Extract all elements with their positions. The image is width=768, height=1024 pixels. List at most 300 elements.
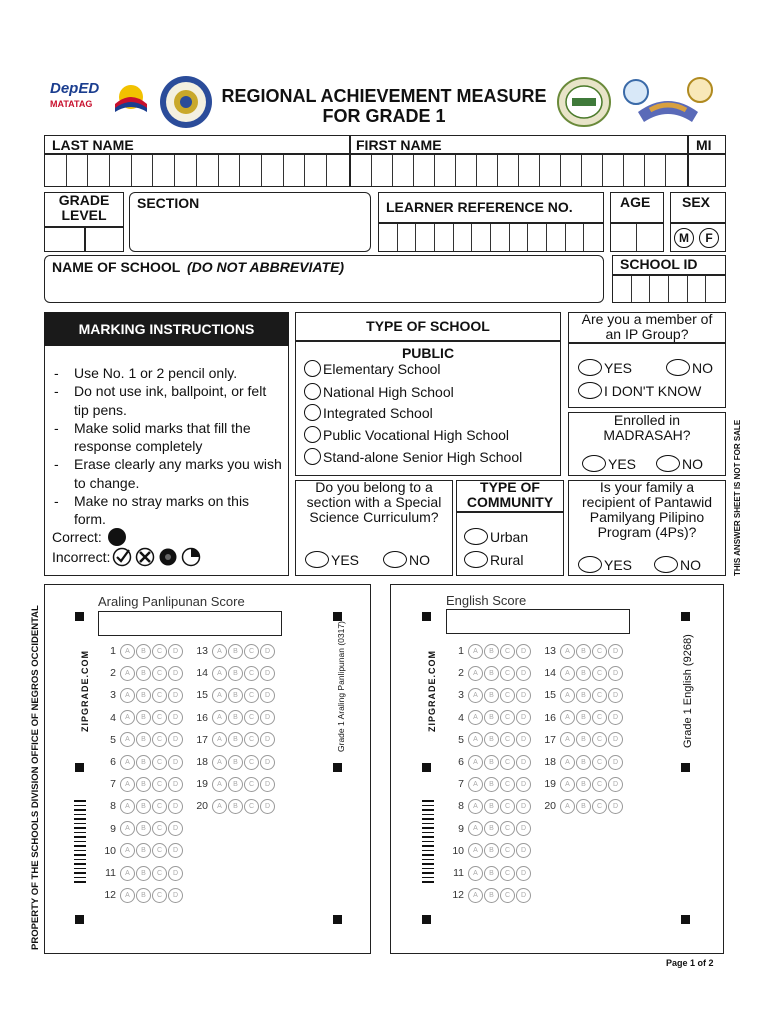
ip-no-option[interactable]: NO xyxy=(666,359,713,376)
answer-bubble-c[interactable]: C xyxy=(244,644,259,659)
school-option-shs[interactable]: Stand-alone Senior High School xyxy=(304,448,522,465)
answer-bubble-a[interactable]: A xyxy=(468,644,483,659)
deped-logo xyxy=(50,80,102,124)
answer-bubble-a[interactable]: A xyxy=(560,732,575,747)
answer-bubble-b[interactable]: B xyxy=(484,777,499,792)
question-number: 12 xyxy=(452,889,464,902)
araling-score-input[interactable] xyxy=(98,611,282,636)
answer-bubble-b[interactable]: B xyxy=(228,666,243,681)
answer-row xyxy=(448,821,532,837)
marking-item: Use No. 1 or 2 pencil only. xyxy=(74,365,238,381)
answer-bubble-d[interactable]: D xyxy=(168,666,183,681)
answer-bubble-d[interactable]: D xyxy=(516,843,531,858)
last-name-label: LAST NAME xyxy=(52,137,134,153)
property-notice: PROPERTY OF THE SCHOOLS DIVISION OFFICE OF NEGROS OCCIDENTAL xyxy=(30,605,41,950)
question-number: 10 xyxy=(104,844,116,857)
answer-bubble-c[interactable]: C xyxy=(500,710,515,725)
answer-bubble-c[interactable]: C xyxy=(152,821,167,836)
answer-bubble-a[interactable]: A xyxy=(468,888,483,903)
answer-row xyxy=(448,843,532,859)
madrasah-yes-option[interactable]: YES xyxy=(582,455,636,472)
answer-bubble-c[interactable]: C xyxy=(500,799,515,814)
correct-example xyxy=(52,528,126,546)
page-number: Page 1 of 2 xyxy=(666,958,714,968)
answer-bubble-c[interactable]: C xyxy=(500,755,515,770)
filled-bubble-icon xyxy=(108,528,126,546)
ip-yes-option[interactable]: YES xyxy=(578,359,632,376)
answer-bubble-b[interactable]: B xyxy=(576,710,591,725)
answer-bubble-d[interactable]: D xyxy=(516,777,531,792)
answer-row xyxy=(192,798,276,814)
answer-bubble-d[interactable]: D xyxy=(168,888,183,903)
last-name-input[interactable] xyxy=(45,155,349,186)
answer-bubble-c[interactable]: C xyxy=(244,799,259,814)
question-number: 19 xyxy=(544,778,556,791)
question-number: 1 xyxy=(110,645,116,657)
answer-bubble-b[interactable]: B xyxy=(136,732,151,747)
question-number: 1 xyxy=(458,645,464,657)
question-number: 20 xyxy=(196,800,208,813)
fourps-yes-option[interactable]: YES xyxy=(578,556,632,573)
answer-bubble-c[interactable]: C xyxy=(500,777,515,792)
question-number: 9 xyxy=(458,822,464,835)
answer-bubble-c[interactable]: C xyxy=(152,755,167,770)
question-number: 8 xyxy=(458,800,464,813)
answer-bubble-a[interactable]: A xyxy=(212,777,227,792)
question-number: 12 xyxy=(104,889,116,902)
answer-bubble-d[interactable]: D xyxy=(168,732,183,747)
answer-bubble-c[interactable]: C xyxy=(244,732,259,747)
answer-bubble-b[interactable]: B xyxy=(136,755,151,770)
answer-bubble-c[interactable]: C xyxy=(152,799,167,814)
answer-bubble-a[interactable]: A xyxy=(468,732,483,747)
answer-bubble-d[interactable]: D xyxy=(168,644,183,659)
answer-bubble-b[interactable]: B xyxy=(484,666,499,681)
answer-bubble-c[interactable]: C xyxy=(244,755,259,770)
answer-row xyxy=(100,687,184,703)
answer-bubble-d[interactable]: D xyxy=(168,843,183,858)
answer-bubble-a[interactable]: A xyxy=(120,732,135,747)
page-subtitle: FOR GRADE 1 xyxy=(322,106,446,126)
answer-bubble-b[interactable]: B xyxy=(576,666,591,681)
public-label: PUBLIC xyxy=(401,345,455,361)
answer-bubble-d[interactable]: D xyxy=(516,710,531,725)
answer-bubble-c[interactable]: C xyxy=(592,688,607,703)
answer-bubble-b[interactable]: B xyxy=(136,666,151,681)
sex-f-bubble[interactable]: F xyxy=(699,228,719,248)
answer-bubble-a[interactable]: A xyxy=(560,688,575,703)
answer-bubble-b[interactable]: B xyxy=(484,888,499,903)
answer-bubble-d[interactable]: D xyxy=(260,666,275,681)
answer-bubble-a[interactable]: A xyxy=(468,710,483,725)
answer-bubble-d[interactable]: D xyxy=(608,666,623,681)
answer-row xyxy=(100,843,184,859)
answer-bubble-c[interactable]: C xyxy=(152,710,167,725)
question-number: 4 xyxy=(458,711,464,724)
answer-bubble-a[interactable]: A xyxy=(560,755,575,770)
answer-row xyxy=(540,754,624,770)
answer-row xyxy=(540,710,624,726)
community-rural-option[interactable]: Rural xyxy=(464,551,523,568)
answer-bubble-d[interactable]: D xyxy=(516,644,531,659)
answer-row xyxy=(100,776,184,792)
answer-bubble-c[interactable]: C xyxy=(152,866,167,881)
answer-bubble-b[interactable]: B xyxy=(228,755,243,770)
answer-bubble-c[interactable]: C xyxy=(592,755,607,770)
question-number: 16 xyxy=(544,711,556,724)
answer-row xyxy=(192,776,276,792)
answer-bubble-d[interactable]: D xyxy=(168,866,183,881)
lrn-label: LEARNER REFERENCE NO. xyxy=(386,199,573,215)
question-number: 19 xyxy=(196,778,208,791)
marking-item: Erase clearly any marks you wish to change. xyxy=(74,456,282,491)
answer-bubble-b[interactable]: B xyxy=(484,688,499,703)
answer-bubble-d[interactable]: D xyxy=(516,755,531,770)
madrasah-no-option[interactable]: NO xyxy=(656,455,703,472)
answer-bubble-d[interactable]: D xyxy=(168,821,183,836)
answer-bubble-a[interactable]: A xyxy=(468,688,483,703)
answer-bubble-b[interactable]: B xyxy=(228,644,243,659)
question-number: 5 xyxy=(110,733,116,746)
answer-bubble-b[interactable]: B xyxy=(228,799,243,814)
question-number: 17 xyxy=(544,733,556,746)
answer-bubble-a[interactable]: A xyxy=(212,755,227,770)
answer-bubble-c[interactable]: C xyxy=(152,666,167,681)
age-input[interactable] xyxy=(611,224,663,251)
answer-bubble-d[interactable]: D xyxy=(168,710,183,725)
question-number: 13 xyxy=(544,645,556,657)
answer-bubble-c[interactable]: C xyxy=(244,777,259,792)
answer-bubble-d[interactable]: D xyxy=(516,866,531,881)
question-number: 6 xyxy=(458,756,464,768)
answer-bubble-d[interactable]: D xyxy=(608,688,623,703)
answer-bubble-d[interactable]: D xyxy=(516,666,531,681)
answer-bubble-a[interactable]: A xyxy=(468,866,483,881)
answer-bubble-a[interactable]: A xyxy=(468,821,483,836)
marking-title: MARKING INSTRUCTIONS xyxy=(44,312,289,346)
answer-bubble-a[interactable]: A xyxy=(468,777,483,792)
question-number: 18 xyxy=(196,756,208,768)
answer-bubble-a[interactable]: A xyxy=(120,777,135,792)
answer-bubble-b[interactable]: B xyxy=(576,755,591,770)
answer-bubble-b[interactable]: B xyxy=(484,755,499,770)
sex-m-bubble[interactable]: M xyxy=(674,228,694,248)
school-option-national-hs[interactable]: National High School xyxy=(304,383,454,400)
question-number: 7 xyxy=(110,778,116,791)
question-number: 8 xyxy=(110,800,116,813)
deped-logo-text: DepED xyxy=(50,80,100,97)
answer-bubble-a[interactable]: A xyxy=(120,888,135,903)
question-number: 15 xyxy=(196,689,208,702)
answer-bubble-c[interactable]: C xyxy=(500,688,515,703)
first-name-label: FIRST NAME xyxy=(356,137,442,153)
answer-bubble-d[interactable]: D xyxy=(168,755,183,770)
answer-bubble-b[interactable]: B xyxy=(484,799,499,814)
question-number: 16 xyxy=(196,711,208,724)
section-label: SECTION xyxy=(137,195,200,211)
english-answer-grid xyxy=(448,643,668,903)
answer-bubble-a[interactable]: A xyxy=(468,843,483,858)
answer-bubble-a[interactable]: A xyxy=(212,644,227,659)
answer-bubble-d[interactable]: D xyxy=(260,644,275,659)
answer-bubble-b[interactable]: B xyxy=(136,777,151,792)
question-number: 14 xyxy=(196,667,208,680)
answer-row xyxy=(100,798,184,814)
answer-bubble-a[interactable]: A xyxy=(212,710,227,725)
answer-bubble-a[interactable]: A xyxy=(120,866,135,881)
answer-bubble-c[interactable]: C xyxy=(152,777,167,792)
answer-bubble-a[interactable]: A xyxy=(468,755,483,770)
answer-bubble-d[interactable]: D xyxy=(260,777,275,792)
answer-bubble-c[interactable]: C xyxy=(244,688,259,703)
correct-label: Correct: xyxy=(52,529,102,545)
answer-bubble-b[interactable]: B xyxy=(576,732,591,747)
answer-bubble-a[interactable]: A xyxy=(120,799,135,814)
answer-bubble-a[interactable]: A xyxy=(120,755,135,770)
question-number: 13 xyxy=(196,645,208,657)
mi-label: MI xyxy=(696,137,712,153)
radio-bubble-icon xyxy=(654,556,678,573)
question-number: 15 xyxy=(544,689,556,702)
science-yes-option[interactable]: YES xyxy=(305,551,359,568)
araling-sheet-label: Grade 1 Araling Panlipunan (0317) xyxy=(336,621,346,752)
answer-bubble-c[interactable]: C xyxy=(152,644,167,659)
answer-row xyxy=(192,754,276,770)
answer-bubble-a[interactable]: A xyxy=(212,688,227,703)
answer-bubble-d[interactable]: D xyxy=(516,732,531,747)
answer-bubble-d[interactable]: D xyxy=(608,732,623,747)
answer-bubble-b[interactable]: B xyxy=(136,843,151,858)
incorrect-example xyxy=(52,547,206,567)
answer-bubble-a[interactable]: A xyxy=(212,666,227,681)
sex-label: SEX xyxy=(682,194,711,210)
answer-bubble-b[interactable]: B xyxy=(484,821,499,836)
answer-bubble-c[interactable]: C xyxy=(152,688,167,703)
answer-bubble-c[interactable]: C xyxy=(500,732,515,747)
answer-bubble-d[interactable]: D xyxy=(168,688,183,703)
answer-bubble-b[interactable]: B xyxy=(484,843,499,858)
question-number: 9 xyxy=(110,822,116,835)
answer-bubble-d[interactable]: D xyxy=(260,799,275,814)
answer-bubble-b[interactable]: B xyxy=(228,688,243,703)
question-number: 6 xyxy=(110,756,116,768)
answer-bubble-c[interactable]: C xyxy=(592,710,607,725)
answer-bubble-c[interactable]: C xyxy=(500,644,515,659)
title-block xyxy=(216,86,552,126)
radio-bubble-icon xyxy=(578,359,602,376)
answer-bubble-b[interactable]: B xyxy=(136,799,151,814)
answer-bubble-c[interactable]: C xyxy=(500,866,515,881)
answer-bubble-d[interactable]: D xyxy=(168,799,183,814)
division-seal-icon xyxy=(556,76,612,128)
answer-bubble-b[interactable]: B xyxy=(136,710,151,725)
answer-row xyxy=(448,754,532,770)
answer-bubble-a[interactable]: A xyxy=(468,666,483,681)
answer-bubble-b[interactable]: B xyxy=(484,866,499,881)
question-number: 14 xyxy=(544,667,556,680)
community-urban-option[interactable]: Urban xyxy=(464,528,528,545)
answer-bubble-d[interactable]: D xyxy=(516,688,531,703)
science-no-option[interactable]: NO xyxy=(383,551,430,568)
radio-bubble-icon xyxy=(304,383,321,400)
answer-bubble-d[interactable]: D xyxy=(260,732,275,747)
special-science-question: Do you belong to a section with a Special Science Curriculum? xyxy=(306,479,442,525)
answer-bubble-d[interactable]: D xyxy=(260,688,275,703)
school-name-label: NAME OF SCHOOL xyxy=(52,259,181,275)
answer-bubble-b[interactable]: B xyxy=(136,644,151,659)
answer-bubble-a[interactable]: A xyxy=(212,732,227,747)
answer-bubble-c[interactable]: C xyxy=(500,666,515,681)
bagong-pilipinas-logo xyxy=(110,82,152,116)
answer-bubble-a[interactable]: A xyxy=(560,710,575,725)
answer-bubble-a[interactable]: A xyxy=(212,799,227,814)
fourps-no-option[interactable]: NO xyxy=(654,556,701,573)
answer-bubble-a[interactable]: A xyxy=(120,821,135,836)
english-brand: ZIPGRADE.COM xyxy=(427,649,437,732)
english-score-label: English Score xyxy=(446,593,527,608)
answer-bubble-d[interactable]: D xyxy=(168,777,183,792)
answer-bubble-d[interactable]: D xyxy=(608,777,623,792)
answer-bubble-d[interactable]: D xyxy=(516,821,531,836)
answer-row xyxy=(448,776,532,792)
answer-row xyxy=(100,887,184,903)
answer-bubble-a[interactable]: A xyxy=(560,799,575,814)
marking-item: Do not use ink, ballpoint, or felt tip pens. xyxy=(74,383,267,418)
answer-bubble-a[interactable]: A xyxy=(120,644,135,659)
community-title: TYPE OF COMMUNITY xyxy=(466,479,554,510)
school-name-note: (DO NOT ABBREVIATE) xyxy=(186,259,345,275)
ip-dont-know-option[interactable]: I DON'T KNOW xyxy=(578,382,701,399)
answer-bubble-c[interactable]: C xyxy=(500,821,515,836)
grade-level-input[interactable] xyxy=(45,228,123,251)
radio-bubble-icon xyxy=(304,360,321,377)
answer-bubble-c[interactable]: C xyxy=(592,666,607,681)
radio-bubble-icon xyxy=(304,448,321,465)
radio-bubble-icon xyxy=(464,528,488,545)
grade-level-label: GRADE LEVEL xyxy=(58,192,110,223)
answer-bubble-d[interactable]: D xyxy=(516,888,531,903)
answer-bubble-b[interactable]: B xyxy=(136,688,151,703)
answer-bubble-b[interactable]: B xyxy=(576,777,591,792)
araling-answer-grid xyxy=(100,643,320,903)
question-number: 7 xyxy=(458,778,464,791)
radio-bubble-icon xyxy=(305,551,329,568)
school-option-integrated[interactable]: Integrated School xyxy=(304,404,433,421)
answer-bubble-a[interactable]: A xyxy=(120,843,135,858)
answer-row xyxy=(540,643,624,659)
answer-bubble-b[interactable]: B xyxy=(484,644,499,659)
answer-bubble-b[interactable]: B xyxy=(228,710,243,725)
partnership-logo-icon xyxy=(616,72,720,130)
answer-bubble-d[interactable]: D xyxy=(608,755,623,770)
answer-bubble-d[interactable]: D xyxy=(608,644,623,659)
answer-bubble-a[interactable]: A xyxy=(120,688,135,703)
answer-row xyxy=(448,732,532,748)
answer-bubble-d[interactable]: D xyxy=(608,710,623,725)
answer-bubble-d[interactable]: D xyxy=(516,799,531,814)
radio-bubble-icon xyxy=(383,551,407,568)
answer-bubble-b[interactable]: B xyxy=(228,732,243,747)
answer-row xyxy=(192,643,276,659)
answer-bubble-d[interactable]: D xyxy=(260,710,275,725)
radio-bubble-icon xyxy=(666,359,690,376)
lrn-input[interactable] xyxy=(379,224,603,251)
answer-bubble-c[interactable]: C xyxy=(592,777,607,792)
answer-row xyxy=(448,665,532,681)
type-of-school-title: TYPE OF SCHOOL xyxy=(366,318,490,334)
answer-bubble-c[interactable]: C xyxy=(244,710,259,725)
radio-bubble-icon xyxy=(582,455,606,472)
answer-bubble-b[interactable]: B xyxy=(576,799,591,814)
answer-bubble-c[interactable]: C xyxy=(592,644,607,659)
school-id-input[interactable] xyxy=(613,276,725,302)
answer-bubble-c[interactable]: C xyxy=(244,666,259,681)
answer-bubble-c[interactable]: C xyxy=(500,888,515,903)
answer-bubble-a[interactable]: A xyxy=(560,644,575,659)
english-score-input[interactable] xyxy=(446,609,630,634)
radio-bubble-icon xyxy=(656,455,680,472)
answer-bubble-b[interactable]: B xyxy=(136,866,151,881)
answer-row xyxy=(192,732,276,748)
answer-bubble-c[interactable]: C xyxy=(152,843,167,858)
school-option-elementary[interactable]: Elementary School xyxy=(304,360,441,377)
fourps-question: Is your family a recipient of Pantawid Pamilyang Pilipino Program (4Ps)? xyxy=(582,479,712,540)
answer-row xyxy=(448,798,532,814)
not-for-sale-notice: THIS ANSWER SHEET IS NOT FOR SALE xyxy=(733,419,742,576)
first-name-input[interactable] xyxy=(351,155,687,186)
answer-row xyxy=(448,643,532,659)
answer-bubble-d[interactable]: D xyxy=(608,799,623,814)
answer-row xyxy=(540,776,624,792)
ip-group-question: Are you a member of an IP Group? xyxy=(581,311,713,342)
answer-bubble-b[interactable]: B xyxy=(228,777,243,792)
answer-bubble-a[interactable]: A xyxy=(120,666,135,681)
answer-row xyxy=(100,821,184,837)
matatag-text: MATATAG xyxy=(50,99,93,109)
answer-bubble-c[interactable]: C xyxy=(152,732,167,747)
answer-bubble-c[interactable]: C xyxy=(592,732,607,747)
answer-bubble-a[interactable]: A xyxy=(560,666,575,681)
araling-brand: ZIPGRADE.COM xyxy=(80,649,90,732)
answer-bubble-c[interactable]: C xyxy=(592,799,607,814)
answer-bubble-c[interactable]: C xyxy=(152,888,167,903)
araling-barcode xyxy=(74,800,86,884)
answer-bubble-d[interactable]: D xyxy=(260,755,275,770)
radio-bubble-icon xyxy=(578,382,602,399)
mi-input[interactable] xyxy=(689,155,725,186)
answer-bubble-b[interactable]: B xyxy=(576,644,591,659)
incorrect-marks-icon xyxy=(112,547,206,567)
answer-bubble-b[interactable]: B xyxy=(136,888,151,903)
question-number: 10 xyxy=(452,844,464,857)
answer-bubble-c[interactable]: C xyxy=(500,843,515,858)
question-number: 18 xyxy=(544,756,556,768)
question-number: 5 xyxy=(458,733,464,746)
answer-bubble-b[interactable]: B xyxy=(484,732,499,747)
answer-bubble-a[interactable]: A xyxy=(120,710,135,725)
answer-row xyxy=(192,687,276,703)
answer-row xyxy=(540,732,624,748)
answer-bubble-a[interactable]: A xyxy=(560,777,575,792)
answer-bubble-a[interactable]: A xyxy=(468,799,483,814)
answer-bubble-b[interactable]: B xyxy=(576,688,591,703)
answer-row xyxy=(192,665,276,681)
school-option-vocational[interactable]: Public Vocational High School xyxy=(304,426,509,443)
answer-bubble-b[interactable]: B xyxy=(136,821,151,836)
answer-row xyxy=(100,710,184,726)
answer-bubble-b[interactable]: B xyxy=(484,710,499,725)
deped-seal-icon xyxy=(158,74,214,130)
